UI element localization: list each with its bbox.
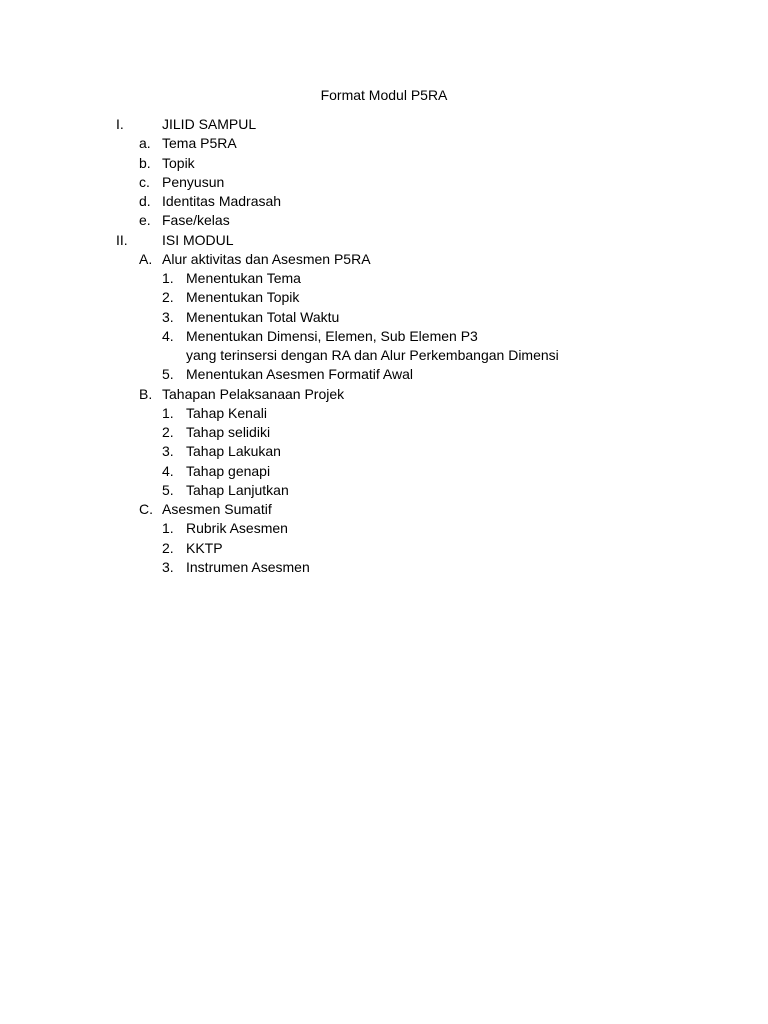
item-label: Rubrik Asesmen: [186, 520, 288, 537]
list-item: [0, 154, 768, 173]
list-item: [0, 539, 768, 558]
part-label: Tahapan Pelaksanaan Projek: [162, 385, 345, 402]
item-label: Fase/kelas: [162, 212, 230, 229]
list-item: [0, 308, 768, 327]
list-item: [0, 365, 768, 384]
item-label: Tahap Kenali: [186, 404, 267, 421]
item-marker: 3.: [162, 308, 174, 325]
section-jilid-sampul: [0, 115, 768, 134]
list-item: [0, 404, 768, 423]
part-asesmen-sumatif: [0, 500, 768, 519]
item-marker: 4.: [162, 462, 174, 479]
item-marker: e.: [139, 212, 151, 229]
item-marker: 1.: [162, 404, 174, 421]
list-item: [0, 327, 768, 346]
list-item: [0, 269, 768, 288]
item-label: Menentukan Tema: [186, 270, 301, 286]
item-marker: a.: [139, 135, 151, 152]
outline-list: [0, 115, 768, 577]
part-marker: B.: [139, 385, 153, 402]
item-label: Tahap Lakukan: [186, 443, 281, 460]
item-marker: c.: [139, 173, 150, 190]
item-marker: 5.: [162, 481, 174, 498]
item-label: Menentukan Asesmen Formatif Awal: [186, 366, 413, 383]
item-label: Identitas Madrasah: [162, 193, 282, 209]
list-item: [0, 442, 768, 461]
item-label: Menentukan Total Waktu: [186, 308, 340, 325]
part-alur-aktivitas: [0, 250, 768, 269]
item-marker: b.: [139, 154, 151, 171]
item-label: Menentukan Dimensi, Elemen, Sub Elemen P3: [186, 327, 478, 344]
item-marker: 2.: [162, 424, 174, 440]
part-label: Asesmen Sumatif: [162, 501, 272, 517]
section-label: JILID SAMPUL: [162, 116, 257, 132]
list-item: [0, 519, 768, 538]
part-tahapan-pelaksanaan: [0, 385, 768, 404]
item-label: Tahap Lanjutkan: [186, 481, 289, 498]
list-item: [0, 462, 768, 481]
list-item: [0, 134, 768, 153]
item-label: Tema P5RA: [162, 135, 237, 152]
part-label: Alur aktivitas dan Asesmen P5RA: [162, 250, 371, 267]
item-continuation-label: yang terinsersi dengan RA dan Alur Perkembangan Dimensi: [186, 347, 559, 363]
list-item: [0, 211, 768, 230]
item-label: Instrumen Asesmen: [186, 558, 310, 575]
item-marker: 1.: [162, 270, 174, 286]
item-marker: 2.: [162, 289, 174, 306]
item-marker: 3.: [162, 443, 174, 460]
list-item: [0, 192, 768, 211]
item-label: Tahap selidiki: [186, 424, 271, 440]
item-marker: 2.: [162, 539, 174, 556]
section-label: ISI MODUL: [162, 231, 234, 248]
item-marker: 5.: [162, 366, 174, 383]
list-item: [0, 173, 768, 192]
item-label: Penyusun: [162, 173, 225, 190]
part-marker: A.: [139, 250, 153, 267]
item-label: KKTP: [186, 539, 223, 556]
list-item: [0, 481, 768, 500]
item-marker: d.: [139, 193, 151, 209]
item-label: Topik: [162, 154, 195, 171]
section-isi-modul: [0, 231, 768, 250]
page-title: Format Modul P5RA: [320, 87, 448, 103]
item-marker: 1.: [162, 520, 174, 537]
list-item: [0, 558, 768, 577]
section-marker: I.: [116, 116, 124, 132]
part-marker: C.: [139, 501, 153, 517]
list-item: [0, 423, 768, 442]
section-marker: II.: [116, 231, 128, 248]
list-item-continuation: [0, 346, 768, 365]
item-label: Menentukan Topik: [186, 289, 300, 306]
item-marker: 3.: [162, 558, 174, 575]
list-item: [0, 288, 768, 307]
item-marker: 4.: [162, 327, 174, 344]
item-label: Tahap genapi: [186, 462, 271, 479]
